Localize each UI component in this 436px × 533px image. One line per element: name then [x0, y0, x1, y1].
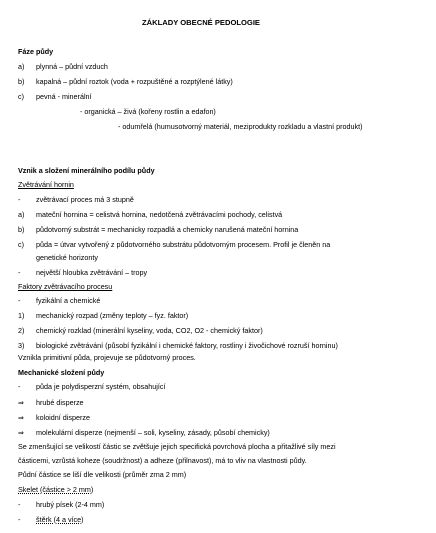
- list-item-text: molekulární disperze (nejmenší – soli, kyseliny, zásady, působí chemicky): [36, 428, 270, 437]
- list-marker: b): [18, 77, 25, 86]
- list-item-text: mateční hornina = celistvá hornina, nedotčená zvětrávacími pochody, celistvá: [36, 210, 283, 219]
- list-marker: -: [18, 382, 21, 391]
- list-item-text: hrubé disperze: [36, 398, 84, 407]
- list-marker: c): [18, 240, 24, 249]
- list-item-text: koloidní disperze: [36, 413, 90, 422]
- list-item-continuation: genetické horizonty: [36, 253, 98, 262]
- list-item-text: štěrk (4 a více): [36, 515, 84, 524]
- list-item-text: půdotvorný substrát = mechanicky rozpadlá a chemicky narušená mateční hornina: [36, 225, 299, 234]
- arrow-icon: ⇒: [18, 428, 25, 437]
- subheading-faktory: Faktory zvětrávacího procesu: [18, 282, 113, 291]
- subheading-zvetravani: Zvětrávání hornin: [18, 180, 74, 189]
- paragraph-line: částicemi, vzrůstá koheze (soudržnost) a adheze (přilnavost), má to vliv na vlastnosti půdy.: [18, 456, 307, 465]
- sub-item-organicka: - organická – živá (kořeny rostlin a edafon): [80, 107, 216, 116]
- list-item-text: plynná – půdní vzduch: [36, 62, 108, 71]
- section-heading-mechanicke: Mechanické složení půdy: [18, 368, 105, 377]
- list-marker: -: [18, 296, 21, 305]
- list-marker: a): [18, 62, 25, 71]
- paragraph-line: Půdní částice se liší dle velikosti (průměr zrna 2 mm): [18, 470, 187, 479]
- list-item-text: půda je polydisperzní systém, obsahující: [36, 382, 166, 391]
- section-heading-faze: Fáze půdy: [18, 47, 54, 56]
- arrow-icon: ⇒: [18, 398, 25, 407]
- list-item-text: fyzikální a chemické: [36, 296, 101, 305]
- page-title: ZÁKLADY OBECNÉ PEDOLOGIE: [142, 18, 260, 27]
- list-marker: -: [18, 195, 21, 204]
- list-item-text: mechanický rozpad (změny teploty – fyz. faktor): [36, 311, 189, 320]
- paragraph-line: Se zmenšující se velikostí částic se zvětšuje jejich specifická povrchová plocha a přitažlivé síly mezi: [18, 442, 336, 451]
- list-marker: -: [18, 268, 21, 277]
- list-item-text: kapalná – půdní roztok (voda + rozpuštěné a rozptýlené látky): [36, 77, 233, 86]
- list-marker: -: [18, 515, 21, 524]
- list-item-text: hrubý písek (2-4 mm): [36, 500, 105, 509]
- list-item-text: biologické zvětrávání (působí fyzikální i chemické faktory, rostliny i živočichové rozruší horninu): [36, 341, 338, 350]
- list-marker: 3): [18, 341, 25, 350]
- list-item-text: pevná - minerální: [36, 92, 92, 101]
- list-marker: b): [18, 225, 25, 234]
- subheading-skelet: Skelet (částice > 2 mm): [18, 485, 94, 494]
- paragraph-primitivni: Vznikla primitivní půda, projevuje se půdotvorný proces.: [18, 353, 196, 362]
- list-marker: 2): [18, 326, 25, 335]
- list-item-text: chemický rozklad (minerální kyseliny, voda, CO2, O2 - chemický faktor): [36, 326, 263, 335]
- list-marker: 1): [18, 311, 25, 320]
- list-item-text: zvětrávací proces má 3 stupně: [36, 195, 134, 204]
- list-item-text: půda = útvar vytvořený z půdotvorného substrátu půdotvorným procesem. Profil je členěn na: [36, 240, 331, 249]
- arrow-icon: ⇒: [18, 413, 25, 422]
- list-marker: a): [18, 210, 25, 219]
- sub-item-odumrela: - odumřelá (humusotvorný materiál, meziprodukty rozkladu a vlastní produkt): [118, 122, 363, 131]
- list-marker: -: [18, 500, 21, 509]
- list-marker: c): [18, 92, 24, 101]
- section-heading-vznik: Vznik a složení minerálního podílu půdy: [18, 166, 155, 175]
- list-item-text: největší hloubka zvětrávání – tropy: [36, 268, 148, 277]
